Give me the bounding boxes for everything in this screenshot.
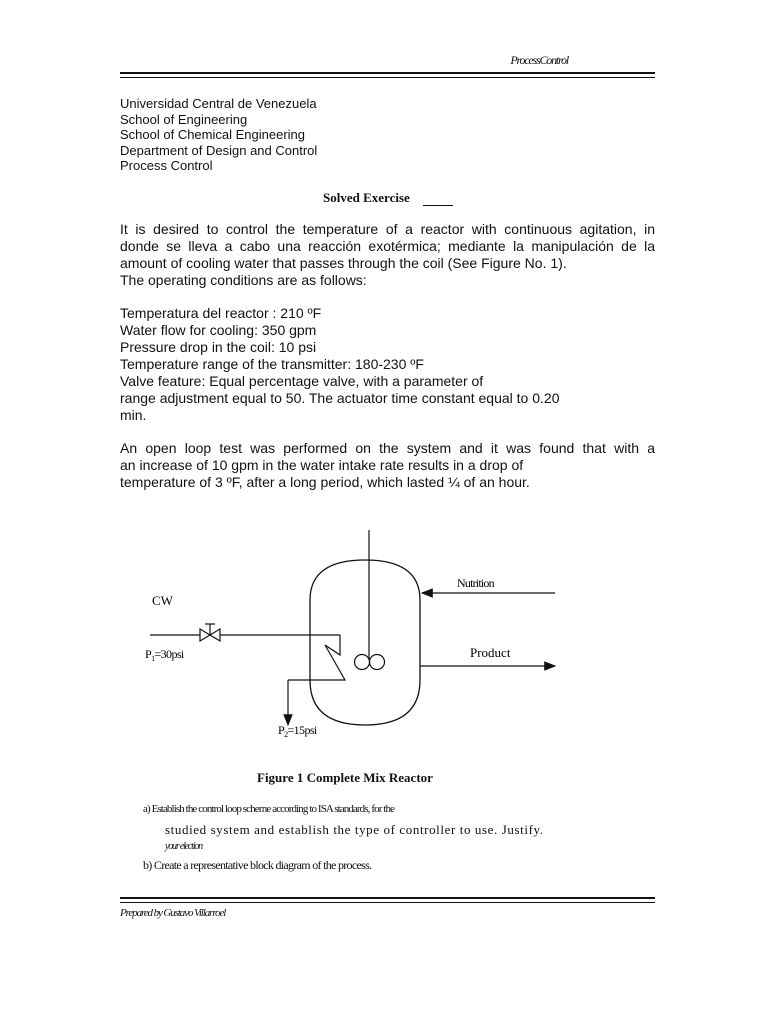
p2-value: =15psi (287, 723, 317, 737)
nutrition-label: Nutrition (457, 576, 494, 590)
test-line: an increase of 10 gpm in the water intake rate results in a drop of (120, 457, 524, 473)
conditions-list (120, 305, 559, 424)
header-rule-bottom (120, 77, 655, 78)
condition-item: min. (120, 407, 147, 423)
p1-value: =30psi (154, 647, 184, 661)
test-line: An open loop test was performed on the system and it was found that with a (120, 440, 655, 456)
figure-caption: Figure 1 Complete Mix Reactor (257, 770, 433, 785)
header-tag: ProcessControl (510, 53, 568, 67)
condition-item: range adjustment equal to 50. The actuator time constant equal to 0.20 (120, 390, 560, 406)
p1-label (145, 647, 185, 663)
cw-label: CW (152, 593, 173, 608)
condition-item: Temperatura del reactor : 210 ºF (120, 305, 322, 321)
question-a-line2: studied system and establish the type of controller to use. Justify. (165, 822, 544, 837)
exercise-title: Solved Exercise (323, 190, 410, 205)
condition-item: Water flow for cooling: 350 gpm (120, 322, 317, 338)
reactor-vessel (310, 560, 420, 725)
condition-item: Pressure drop in the coil: 10 psi (120, 339, 317, 355)
question-a-line3: your election (165, 841, 202, 852)
condition-item: Valve feature: Equal percentage valve, with a parameter of (120, 373, 484, 389)
p2-subscript: 2 (284, 730, 288, 739)
p2-label (278, 723, 318, 739)
question-b: b) Create a representative block diagram of the process. (143, 858, 372, 872)
reactor-diagram (130, 520, 570, 750)
impeller-left (355, 655, 370, 670)
intro-paragraph (120, 221, 655, 289)
header-rule-top (120, 72, 655, 74)
p1-subscript: 1 (151, 654, 155, 663)
intro-line: donde se lleva a cabo una reacción exotérmica; mediante la manipulación de la (120, 238, 655, 254)
footer-rule-top (120, 897, 655, 899)
cooling-coil (325, 635, 345, 680)
intro-line: amount of cooling water that passes through the coil (See Figure No. 1). (120, 255, 567, 271)
test-line: temperature of 3 ºF, after a long period, which lasted ¼ of an hour. (120, 474, 530, 490)
question-a-line1: a) Establish the control loop scheme according to ISA standards, for the (143, 803, 395, 815)
intro-line: The operating conditions are as follows: (120, 272, 367, 288)
p2-letter: P (278, 723, 285, 737)
title-underline-tail (423, 205, 453, 206)
footer-prepared-by: Prepared by Gustavo Villarroel (120, 907, 226, 919)
institution-line: School of Engineering (120, 111, 248, 127)
institution-block (120, 96, 317, 174)
intro-line: It is desired to control the temperature of a reactor with continuous agitation, in (120, 221, 655, 237)
footer-rule-bottom (120, 902, 655, 903)
impeller-right (370, 655, 385, 670)
condition-item: Temperature range of the transmitter: 180-230 ºF (120, 356, 424, 372)
institution-line: Department of Design and Control (120, 142, 318, 158)
institution-line: Universidad Central de Venezuela (120, 96, 317, 111)
test-paragraph (120, 440, 655, 491)
product-label: Product (470, 645, 511, 660)
p1-letter: P (145, 647, 152, 661)
institution-line: School of Chemical Engineering (120, 127, 305, 142)
reactor-figure (130, 520, 570, 755)
institution-line: Process Control (120, 158, 213, 173)
